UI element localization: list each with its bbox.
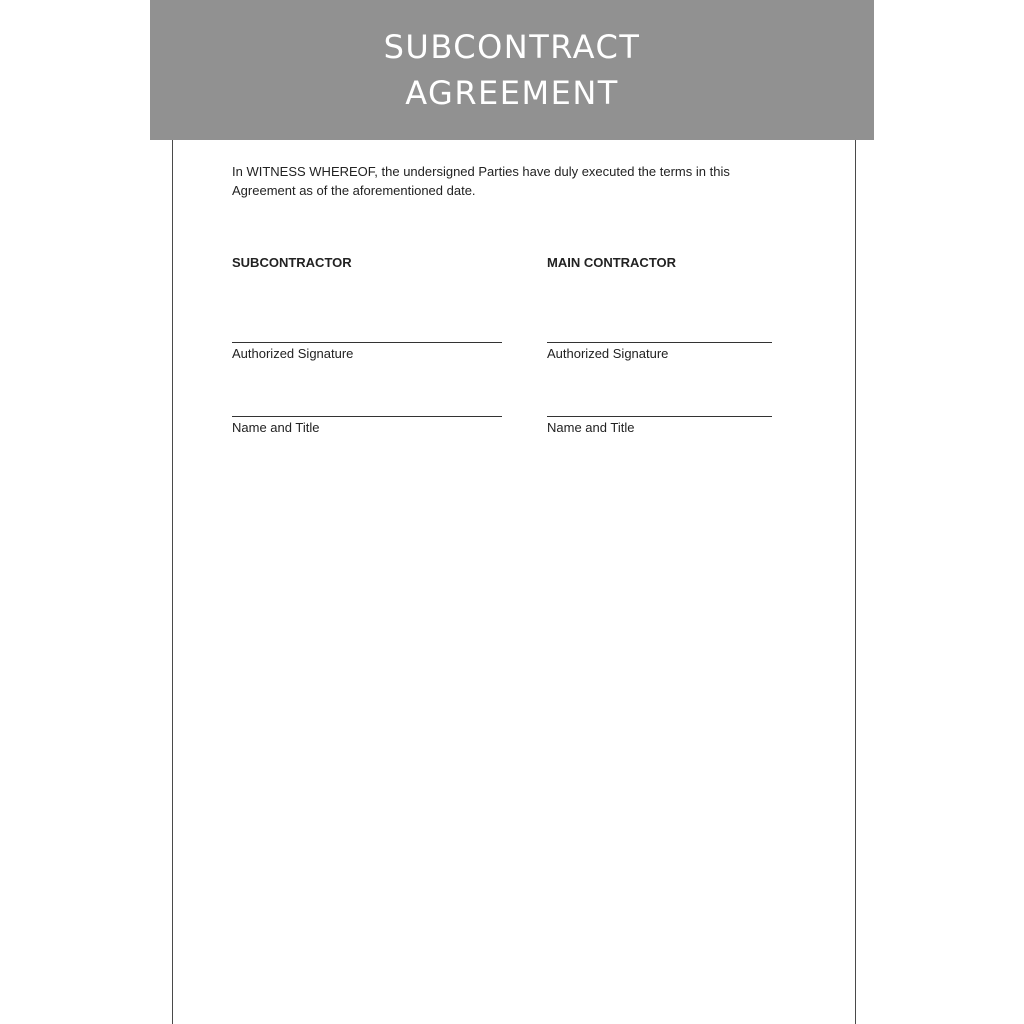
banner-title-line-2: AGREEMENT [405,74,619,112]
subcontractor-signature-block [232,254,502,435]
main-contractor-signature-block [547,254,772,435]
main-contractor-heading: MAIN CONTRACTOR [547,255,677,270]
subcontractor-heading: SUBCONTRACTOR [232,255,352,270]
subcontractor-signature-line[interactable] [232,342,502,343]
main-contractor-signature-label: Authorized Signature [547,346,669,361]
main-contractor-name-line[interactable] [547,416,772,417]
subcontractor-name-line[interactable] [232,416,502,417]
title-banner [150,0,874,140]
document-page [172,0,856,1024]
witness-clause: In WITNESS WHEREOF, the undersigned Parties have duly executed the terms in this Agreement as of the aforementioned date. [232,164,730,198]
banner-title-line-1: SUBCONTRACT [383,28,641,66]
subcontractor-signature-label: Authorized Signature [232,346,354,361]
main-contractor-signature-line[interactable] [547,342,772,343]
subcontractor-name-label: Name and Title [232,420,320,435]
main-contractor-name-label: Name and Title [547,420,635,435]
